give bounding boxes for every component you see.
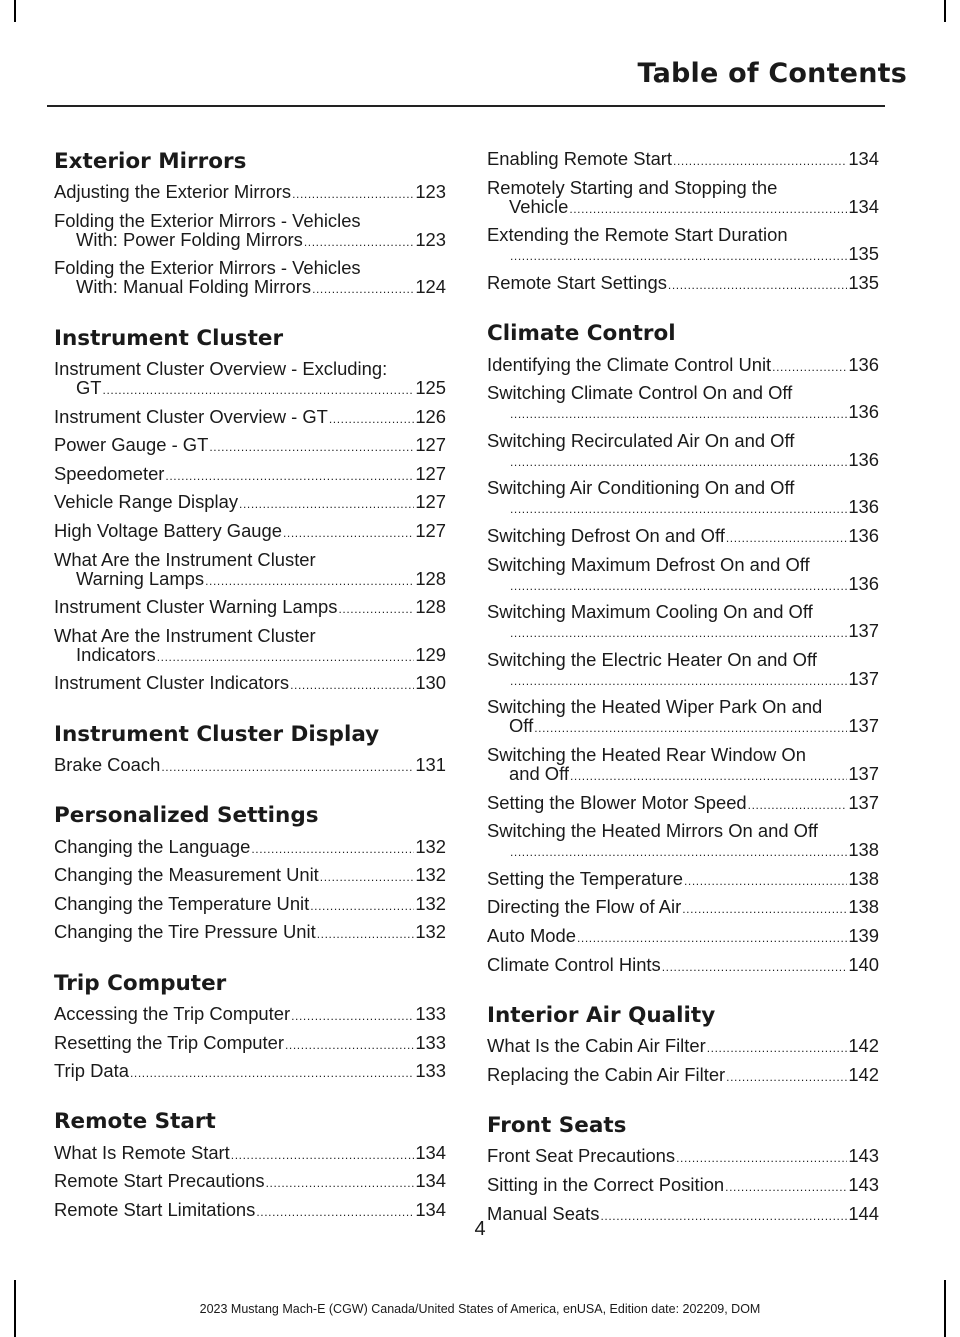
dot-leader	[266, 1174, 415, 1193]
page-ref: 137	[848, 620, 879, 642]
entry-title: Switching Maximum Defrost On and Off	[487, 553, 810, 575]
page-ref: 138	[848, 839, 879, 861]
dot-leader	[103, 381, 415, 400]
entry-title: Warning Lamps	[76, 567, 205, 589]
dot-leader	[205, 572, 414, 591]
toc-entry-identifying-the-climate-control-unit[interactable]	[487, 351, 879, 380]
toc-entry-switching-the-heated-rear-window-on[interactable]	[487, 742, 879, 790]
toc-entry-switching-maximum-defrost-on-and-off[interactable]	[487, 551, 879, 599]
page-ref: 132	[415, 864, 446, 886]
dot-leader	[251, 840, 414, 859]
dot-leader	[725, 1178, 847, 1197]
crop-mark-top-left	[14, 0, 16, 22]
dot-leader	[239, 495, 414, 514]
entry-title: With: Manual Folding Mirrors	[76, 276, 312, 298]
entry-title: Switching Recirculated Air On and Off	[487, 429, 795, 451]
entry-title: Folding the Exterior Mirrors - Vehicles	[54, 257, 361, 279]
page-ref: 127	[415, 462, 446, 484]
entry-title: Extending the Remote Start Duration	[487, 224, 788, 246]
entry-title: Instrument Cluster Warning Lamps	[54, 596, 338, 618]
entry-title: Front Seat Precautions	[487, 1145, 676, 1167]
page-ref: 137	[848, 791, 879, 813]
entry-title: Folding the Exterior Mirrors - Vehicles	[54, 209, 361, 231]
entry-title: Speedometer	[54, 462, 165, 484]
header-divider	[47, 105, 885, 107]
page-ref: 137	[848, 763, 879, 785]
dot-leader	[772, 358, 847, 377]
toc-column-right	[487, 146, 879, 1249]
section-title: Climate Control	[487, 321, 676, 347]
dot-leader	[304, 233, 414, 252]
dot-leader	[577, 929, 847, 948]
dot-leader	[510, 672, 847, 691]
dot-leader	[707, 1039, 848, 1058]
entry-title: Trip Data	[54, 1060, 129, 1082]
section-title: Trip Computer	[54, 970, 227, 996]
toc-entry-changing-the-measurement-unit[interactable]	[54, 862, 446, 891]
page-ref: 134	[848, 148, 879, 170]
toc-entry-switching-air-conditioning-on-and-off[interactable]	[487, 475, 879, 523]
toc-entry-climate-control-hints[interactable]	[487, 951, 879, 980]
toc-entry-resetting-the-trip-computer[interactable]	[54, 1029, 446, 1058]
entry-title: Indicators	[76, 643, 156, 665]
dot-leader	[510, 843, 847, 862]
page-ref: 127	[415, 491, 446, 513]
page-ref: 140	[848, 953, 879, 975]
section-title: Front Seats	[487, 1113, 627, 1139]
toc-entry-speedometer[interactable]	[54, 461, 446, 490]
entry-title: Auto Mode	[487, 924, 576, 946]
toc-entry-remote-start-precautions[interactable]	[54, 1168, 446, 1197]
toc-section-climate-control	[487, 318, 879, 980]
page-number: 4	[474, 1218, 486, 1240]
page-ref: 144	[848, 1202, 879, 1224]
page-ref: 136	[848, 401, 879, 423]
toc-section-remote-start	[54, 1106, 446, 1225]
entry-title: Setting the Blower Motor Speed	[487, 791, 747, 813]
page-ref: 132	[415, 835, 446, 857]
entry-title: Resetting the Trip Computer	[54, 1031, 284, 1053]
toc-entry-extending-the-remote-start-duration[interactable]	[487, 222, 879, 270]
dot-leader	[161, 758, 414, 777]
dot-leader	[338, 600, 414, 619]
toc-entry-remote-start-settings[interactable]	[487, 270, 879, 299]
page-ref: 126	[415, 405, 446, 427]
page-ref: 134	[415, 1141, 446, 1163]
entry-title: Switching Maximum Cooling On and Off	[487, 601, 813, 623]
toc-column-left	[54, 146, 446, 1245]
section-title: Instrument Cluster	[54, 325, 284, 351]
entry-title: Power Gauge - GT	[54, 434, 209, 456]
page-ref: 132	[415, 892, 446, 914]
entry-title: What Is Remote Start	[54, 1141, 230, 1163]
page-ref: 138	[848, 867, 879, 889]
toc-section-interior-air-quality	[487, 1000, 879, 1090]
entry-title: What Are the Instrument Cluster	[54, 548, 316, 570]
entry-title: What Are the Instrument Cluster	[54, 624, 316, 646]
toc-entry-setting-the-blower-motor-speed[interactable]	[487, 789, 879, 818]
toc-entry-auto-mode[interactable]	[487, 923, 879, 952]
entry-title: Changing the Measurement Unit	[54, 864, 319, 886]
dot-leader	[290, 676, 414, 695]
toc-section-personalized-settings	[54, 800, 446, 947]
entry-title: Switching the Heated Wiper Park On and	[487, 696, 823, 718]
crop-mark-top-right	[944, 0, 946, 22]
page-ref: 139	[848, 924, 879, 946]
entry-title: Switching the Electric Heater On and Off	[487, 648, 817, 670]
entry-title: With: Power Folding Mirrors	[76, 228, 303, 250]
toc-entry-changing-the-language[interactable]	[54, 833, 446, 862]
page-ref: 136	[848, 572, 879, 594]
entry-title: Switching Defrost On and Off	[487, 525, 725, 547]
toc-entry-high-voltage-battery-gauge[interactable]	[54, 518, 446, 547]
toc-entry-front-seat-precautions[interactable]	[487, 1143, 879, 1172]
toc-section-continued	[487, 146, 879, 298]
dot-leader	[320, 868, 415, 887]
page-ref: 136	[848, 496, 879, 518]
toc-entry-sitting-in-the-correct-position[interactable]	[487, 1172, 879, 1201]
entry-title: High Voltage Battery Gauge	[54, 520, 282, 542]
section-title: Interior Air Quality	[487, 1002, 716, 1028]
toc-entry-trip-data[interactable]	[54, 1058, 446, 1087]
toc-entry-instrument-cluster-overview-gt[interactable]	[54, 403, 446, 432]
toc-entry-what-are-the-instrument-cluster[interactable]	[54, 546, 446, 594]
entry-title: Switching the Heated Mirrors On and Off	[487, 820, 818, 842]
page-title: Table of Contents	[637, 58, 907, 89]
dot-leader	[291, 1007, 414, 1026]
dot-leader	[209, 438, 414, 457]
toc-entry-what-is-remote-start[interactable]	[54, 1139, 446, 1168]
page-ref: 132	[415, 921, 446, 943]
section-title: Exterior Mirrors	[54, 149, 247, 174]
entry-title: Changing the Language	[54, 835, 251, 857]
toc-entry-setting-the-temperature[interactable]	[487, 866, 879, 895]
footer-edition-info: 2023 Mustang Mach-E (CGW) Canada/United States of America, enUSA, Edition date: 202209, DOM	[199, 1302, 761, 1316]
toc-entry-switching-the-heated-mirrors-on-and-off[interactable]	[487, 818, 879, 866]
page-ref: 136	[848, 525, 879, 547]
entry-title: Sitting in the Correct Position	[487, 1173, 725, 1195]
toc-entry-switching-recirculated-air-on-and-off[interactable]	[487, 428, 879, 476]
toc-entry-instrument-cluster-overview-excluding[interactable]	[54, 356, 446, 404]
entry-title: Instrument Cluster Overview - GT	[54, 405, 328, 427]
dot-leader	[676, 1149, 847, 1168]
toc-entry-vehicle-range-display[interactable]	[54, 489, 446, 518]
dot-leader	[285, 1036, 414, 1055]
page-ref: 130	[415, 672, 446, 694]
entry-title: Vehicle Range Display	[54, 491, 239, 513]
toc-entry-changing-the-temperature-unit[interactable]	[54, 891, 446, 920]
toc-entry-switching-the-electric-heater-on-and-off[interactable]	[487, 647, 879, 695]
dot-leader	[510, 624, 847, 643]
page-ref: 127	[415, 434, 446, 456]
dot-leader	[668, 276, 847, 295]
page-ref: 134	[415, 1198, 446, 1220]
toc-entry-what-are-the-instrument-cluster[interactable]	[54, 623, 446, 671]
dot-leader	[310, 897, 414, 916]
toc-entry-folding-the-exterior-mirrors-vehicles[interactable]	[54, 255, 446, 303]
dot-leader	[292, 185, 414, 204]
toc-entry-switching-maximum-cooling-on-and-off[interactable]	[487, 599, 879, 647]
dot-leader	[726, 1068, 847, 1087]
dot-leader	[231, 1146, 415, 1165]
section-title: Remote Start	[54, 1109, 216, 1135]
page-ref: 136	[848, 353, 879, 375]
dot-leader	[510, 405, 847, 424]
toc-section-exterior-mirrors	[54, 146, 446, 303]
toc-section-instrument-cluster	[54, 323, 446, 699]
entry-title: Remote Start Precautions	[54, 1170, 265, 1192]
entry-title: Brake Coach	[54, 754, 161, 776]
entry-title: Setting the Temperature	[487, 867, 683, 889]
page-ref: 138	[848, 896, 879, 918]
toc-entry-changing-the-tire-pressure-unit[interactable]	[54, 919, 446, 948]
dot-leader	[684, 872, 847, 891]
page-ref: 137	[848, 715, 879, 737]
entry-title: Adjusting the Exterior Mirrors	[54, 181, 292, 203]
toc-entry-folding-the-exterior-mirrors-vehicles[interactable]	[54, 208, 446, 256]
dot-leader	[510, 577, 847, 596]
entry-title: Accessing the Trip Computer	[54, 1002, 291, 1024]
page-ref: 124	[415, 276, 446, 298]
entry-title: Remote Start Limitations	[54, 1198, 256, 1220]
page-ref: 137	[848, 667, 879, 689]
toc-entry-instrument-cluster-indicators[interactable]	[54, 670, 446, 699]
page-ref: 142	[848, 1063, 879, 1085]
entry-title: Climate Control Hints	[487, 953, 661, 975]
dot-leader	[510, 247, 847, 266]
entry-title: Remotely Starting and Stopping the	[487, 176, 778, 198]
entry-title: and Off	[509, 763, 569, 785]
page-ref: 131	[415, 754, 446, 776]
entry-title: Switching Climate Control On and Off	[487, 382, 793, 404]
dot-leader	[317, 925, 415, 944]
entry-title: Vehicle	[509, 195, 569, 217]
toc-entry-adjusting-the-exterior-mirrors[interactable]	[54, 179, 446, 208]
toc-entry-switching-defrost-on-and-off[interactable]	[487, 523, 879, 552]
page-ref: 142	[848, 1035, 879, 1057]
toc-entry-switching-climate-control-on-and-off[interactable]	[487, 380, 879, 428]
dot-leader	[165, 467, 414, 486]
page-ref: 134	[848, 195, 879, 217]
section-title: Personalized Settings	[54, 803, 319, 829]
toc-entry-directing-the-flow-of-air[interactable]	[487, 894, 879, 923]
page-ref: 143	[848, 1145, 879, 1167]
page-ref: 128	[415, 596, 446, 618]
toc-entry-instrument-cluster-warning-lamps[interactable]	[54, 594, 446, 623]
dot-leader	[534, 719, 847, 738]
entry-title: Changing the Temperature Unit	[54, 892, 310, 914]
entry-title: Instrument Cluster Overview - Excluding:	[54, 358, 388, 380]
entry-title: Remote Start Settings	[487, 272, 667, 294]
entry-title: What Is the Cabin Air Filter	[487, 1035, 706, 1057]
dot-leader	[662, 958, 848, 977]
page-ref: 123	[415, 181, 446, 203]
entry-title: Replacing the Cabin Air Filter	[487, 1063, 726, 1085]
dot-leader	[312, 280, 414, 299]
dot-leader	[157, 648, 415, 667]
entry-title: Directing the Flow of Air	[487, 896, 682, 918]
dot-leader	[748, 796, 848, 815]
page-ref: 123	[415, 228, 446, 250]
toc-entry-accessing-the-trip-computer[interactable]	[54, 1001, 446, 1030]
entry-title: Instrument Cluster Indicators	[54, 672, 290, 694]
toc-section-instrument-cluster-display	[54, 719, 446, 781]
entry-title: Identifying the Climate Control Unit	[487, 353, 772, 375]
toc-section-front-seats	[487, 1110, 879, 1229]
entry-title: Off	[509, 715, 534, 737]
dot-leader	[569, 200, 847, 219]
toc-entry-power-gauge-gt[interactable]	[54, 432, 446, 461]
page-ref: 133	[415, 1002, 446, 1024]
dot-leader	[570, 767, 847, 786]
toc-entry-remotely-starting-and-stopping-the[interactable]	[487, 175, 879, 223]
toc-entry-switching-the-heated-wiper-park-on-and[interactable]	[487, 694, 879, 742]
toc-entry-brake-coach[interactable]	[54, 752, 446, 781]
page-ref: 135	[848, 272, 879, 294]
page-ref: 128	[415, 567, 446, 589]
page-ref: 134	[415, 1170, 446, 1192]
page-ref: 125	[415, 377, 446, 399]
entry-title: Switching the Heated Rear Window On	[487, 744, 806, 766]
page-ref: 136	[848, 448, 879, 470]
entry-title: Changing the Tire Pressure Unit	[54, 921, 316, 943]
entry-title: Manual Seats	[487, 1202, 600, 1224]
page-ref: 135	[848, 243, 879, 265]
section-title: Instrument Cluster Display	[54, 721, 380, 747]
toc-entry-what-is-the-cabin-air-filter[interactable]	[487, 1033, 879, 1062]
dot-leader	[673, 152, 847, 171]
page-ref: 143	[848, 1173, 879, 1195]
dot-leader	[130, 1064, 414, 1083]
page-ref: 127	[415, 520, 446, 542]
dot-leader	[682, 900, 847, 919]
dot-leader	[510, 500, 847, 519]
page-ref: 129	[415, 643, 446, 665]
page-ref: 133	[415, 1060, 446, 1082]
page-ref: 133	[415, 1031, 446, 1053]
entry-title: Switching Air Conditioning On and Off	[487, 477, 795, 499]
toc-entry-replacing-the-cabin-air-filter[interactable]	[487, 1061, 879, 1090]
toc-entry-enabling-remote-start[interactable]	[487, 146, 879, 175]
dot-leader	[510, 453, 847, 472]
dot-leader	[726, 529, 847, 548]
entry-title: Enabling Remote Start	[487, 148, 673, 170]
toc-section-trip-computer	[54, 968, 446, 1087]
dot-leader	[329, 410, 414, 429]
entry-title: GT	[76, 377, 102, 399]
dot-leader	[283, 524, 414, 543]
